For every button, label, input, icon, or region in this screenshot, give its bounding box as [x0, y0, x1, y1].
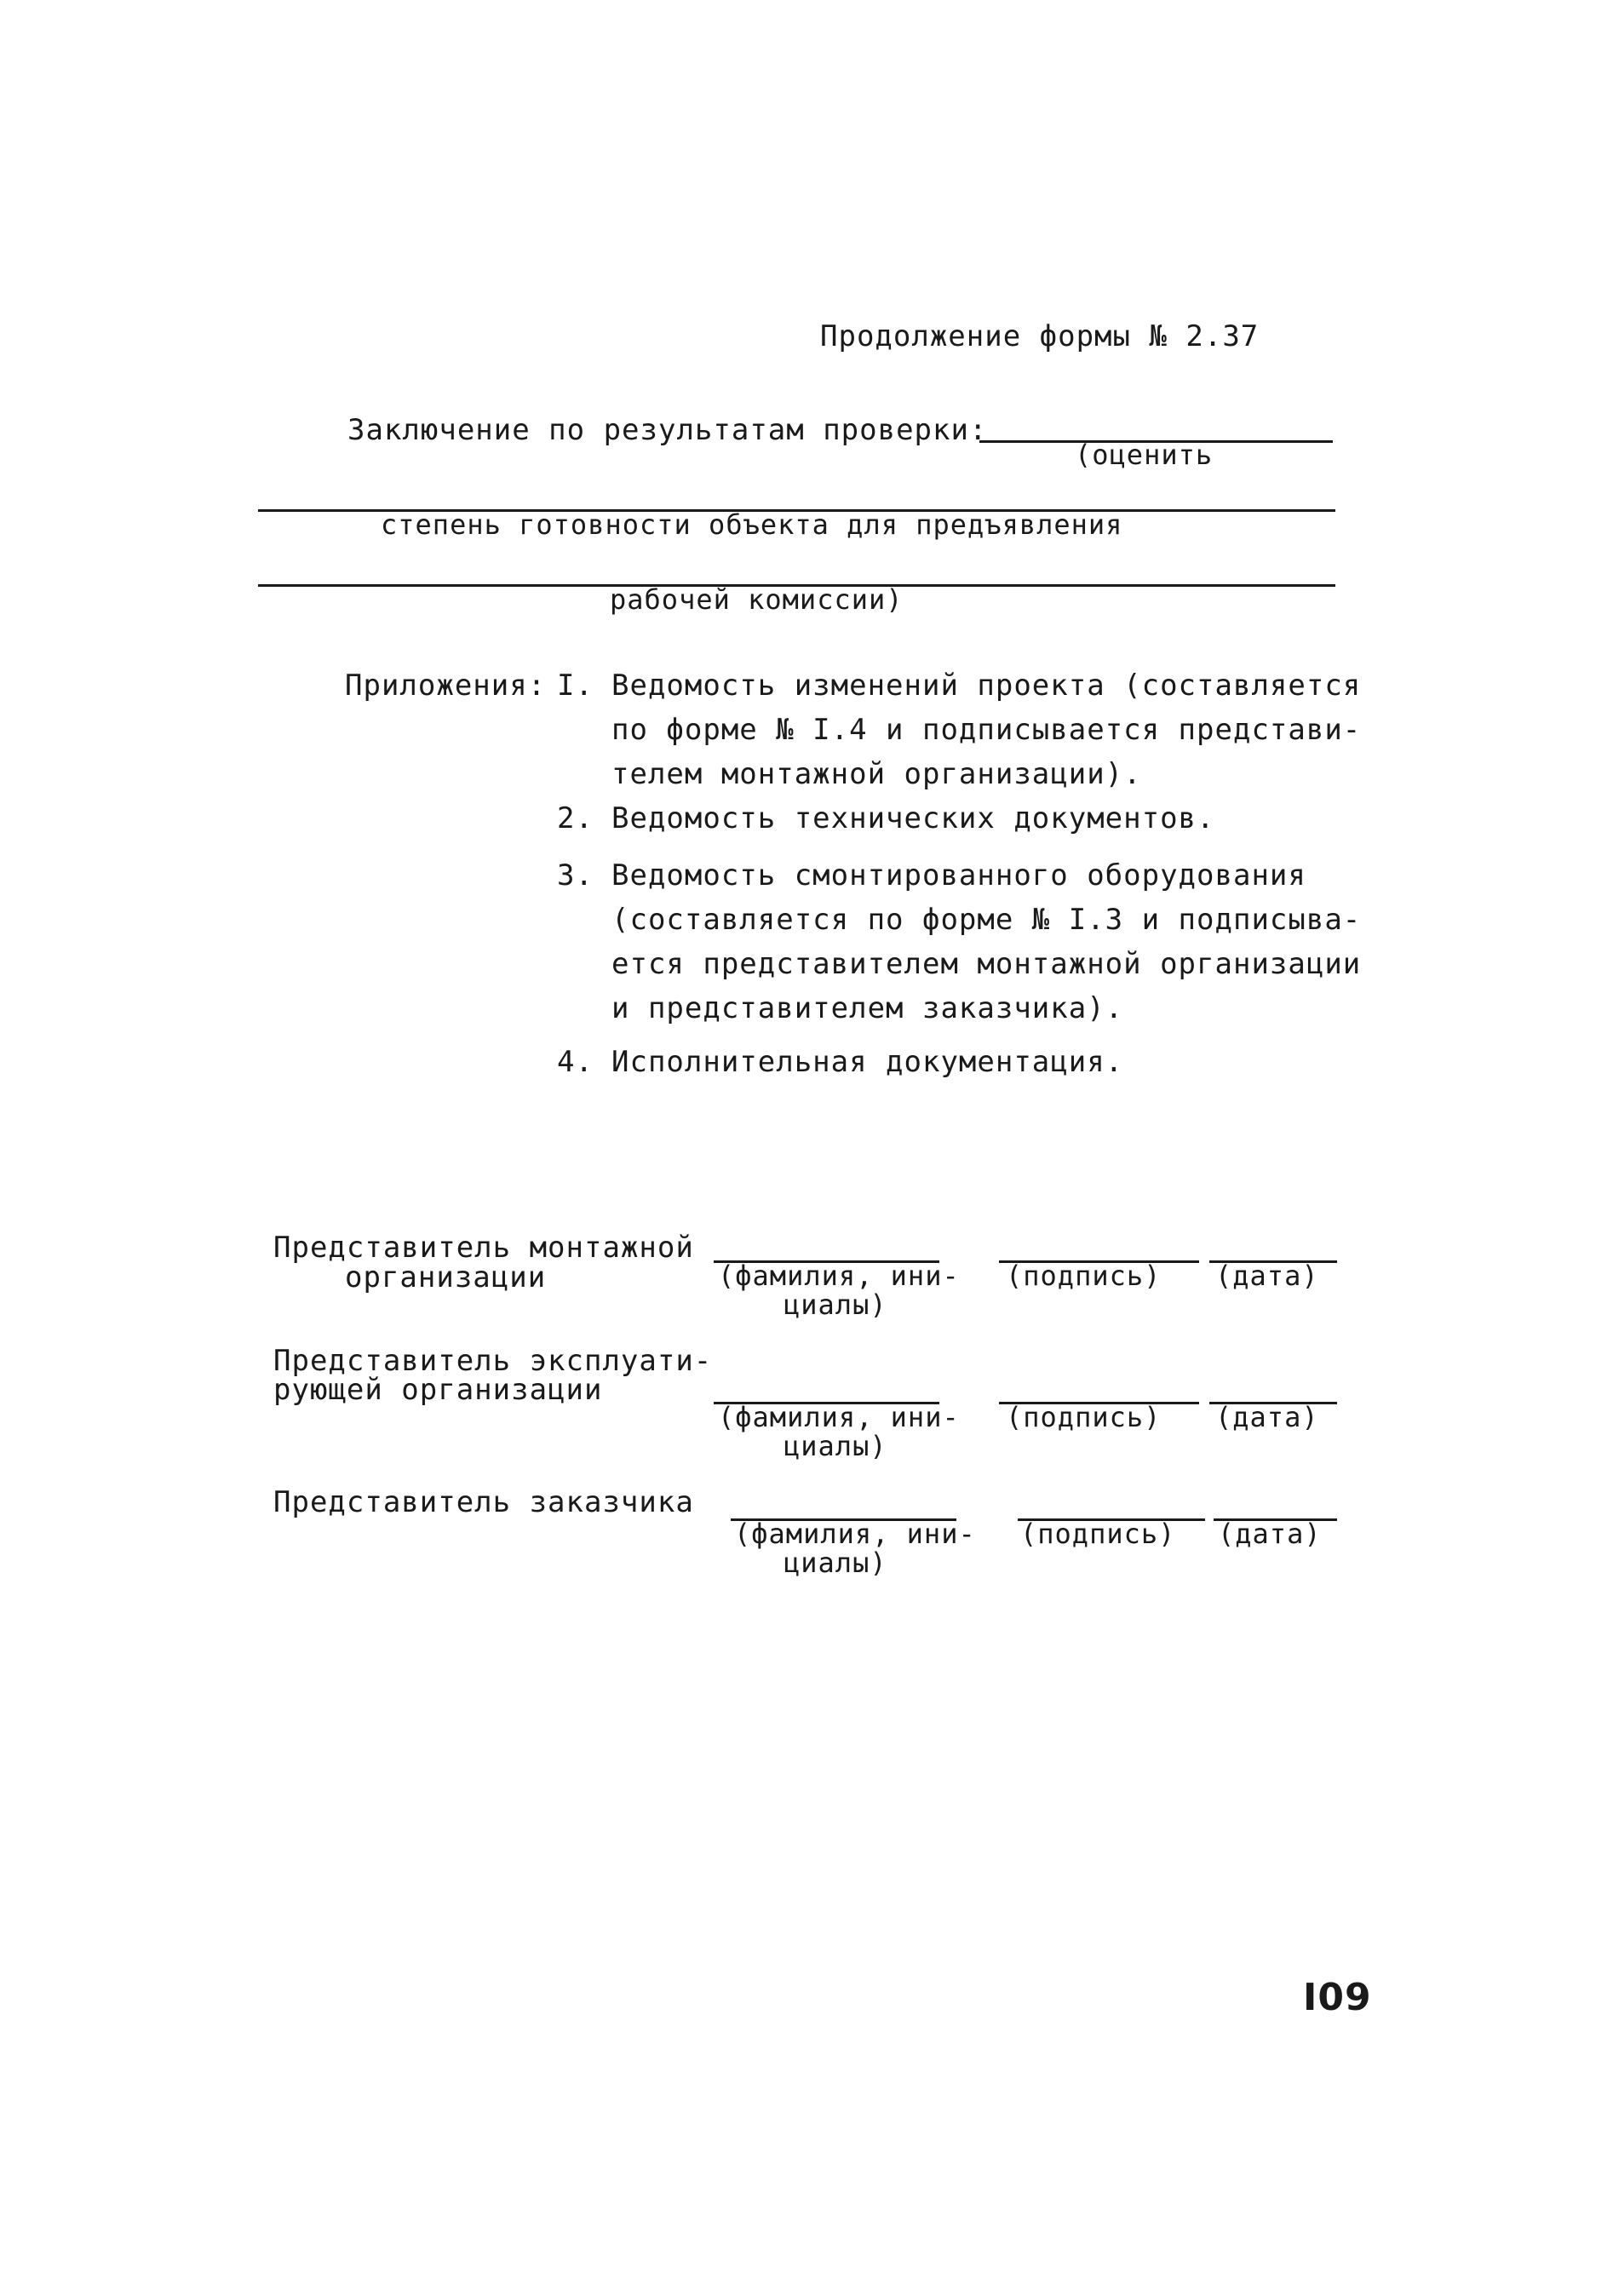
- conclusion-caption-3: рабочей комиссии): [610, 583, 904, 616]
- signature-name-caption: циалы): [784, 1547, 887, 1579]
- signature-role: Представитель монтажной: [273, 1231, 694, 1265]
- signature-name-caption: (фамилия, ини-: [718, 1260, 960, 1292]
- attachment-number: 2.: [557, 801, 594, 835]
- attachment-line: Исполнительная документация.: [611, 1045, 1124, 1079]
- attachment-number: 3.: [557, 858, 594, 893]
- signature-name-caption: циалы): [784, 1289, 887, 1321]
- signature-sign-caption: (подпись): [1006, 1401, 1162, 1433]
- attachment-line: ется представителем монтажной организации: [611, 947, 1362, 981]
- form-continuation-header: Продолжение формы № 2.37: [820, 319, 1260, 353]
- signature-name-caption: (фамилия, ини-: [718, 1401, 960, 1433]
- attachment-number: I.: [557, 669, 594, 703]
- attachment-line: по форме № I.4 и подписывается представи-: [611, 713, 1362, 747]
- signature-name-caption: (фамилия, ини-: [734, 1518, 976, 1550]
- conclusion-caption-1: (оценить: [1075, 439, 1214, 471]
- signature-date-caption: (дата): [1215, 1260, 1319, 1292]
- signature-date-caption: (дата): [1218, 1518, 1322, 1550]
- attachment-line: Ведомость изменений проекта (составляется: [611, 669, 1362, 703]
- attachment-line: Ведомость технических документов.: [611, 801, 1215, 835]
- attachment-line: и представителем заказчика).: [611, 991, 1124, 1025]
- attachments-label: Приложения:: [345, 669, 547, 703]
- signature-sign-caption: (подпись): [1020, 1518, 1176, 1550]
- attachment-line: Ведомость смонтированного оборудования: [611, 858, 1306, 893]
- signature-sign-caption: (подпись): [1006, 1260, 1162, 1292]
- signature-role: рующей организации: [273, 1373, 603, 1407]
- signature-date-caption: (дата): [1215, 1401, 1319, 1433]
- signature-role: Представитель эксплуати-: [273, 1344, 713, 1378]
- attachment-line: телем монтажной организации).: [611, 757, 1142, 791]
- signature-role: Представитель заказчика: [273, 1485, 694, 1519]
- attachment-number: 4.: [557, 1045, 594, 1079]
- signature-role: организации: [345, 1260, 547, 1294]
- page-number: I09: [1303, 1976, 1372, 2019]
- attachment-line: (составляется по форме № I.3 и подписыва-: [611, 903, 1362, 937]
- conclusion-label: Заключение по результатам проверки:: [347, 413, 988, 447]
- conclusion-caption-2: степень готовности объекта для предъявления: [381, 508, 1123, 541]
- signature-name-caption: циалы): [784, 1430, 887, 1462]
